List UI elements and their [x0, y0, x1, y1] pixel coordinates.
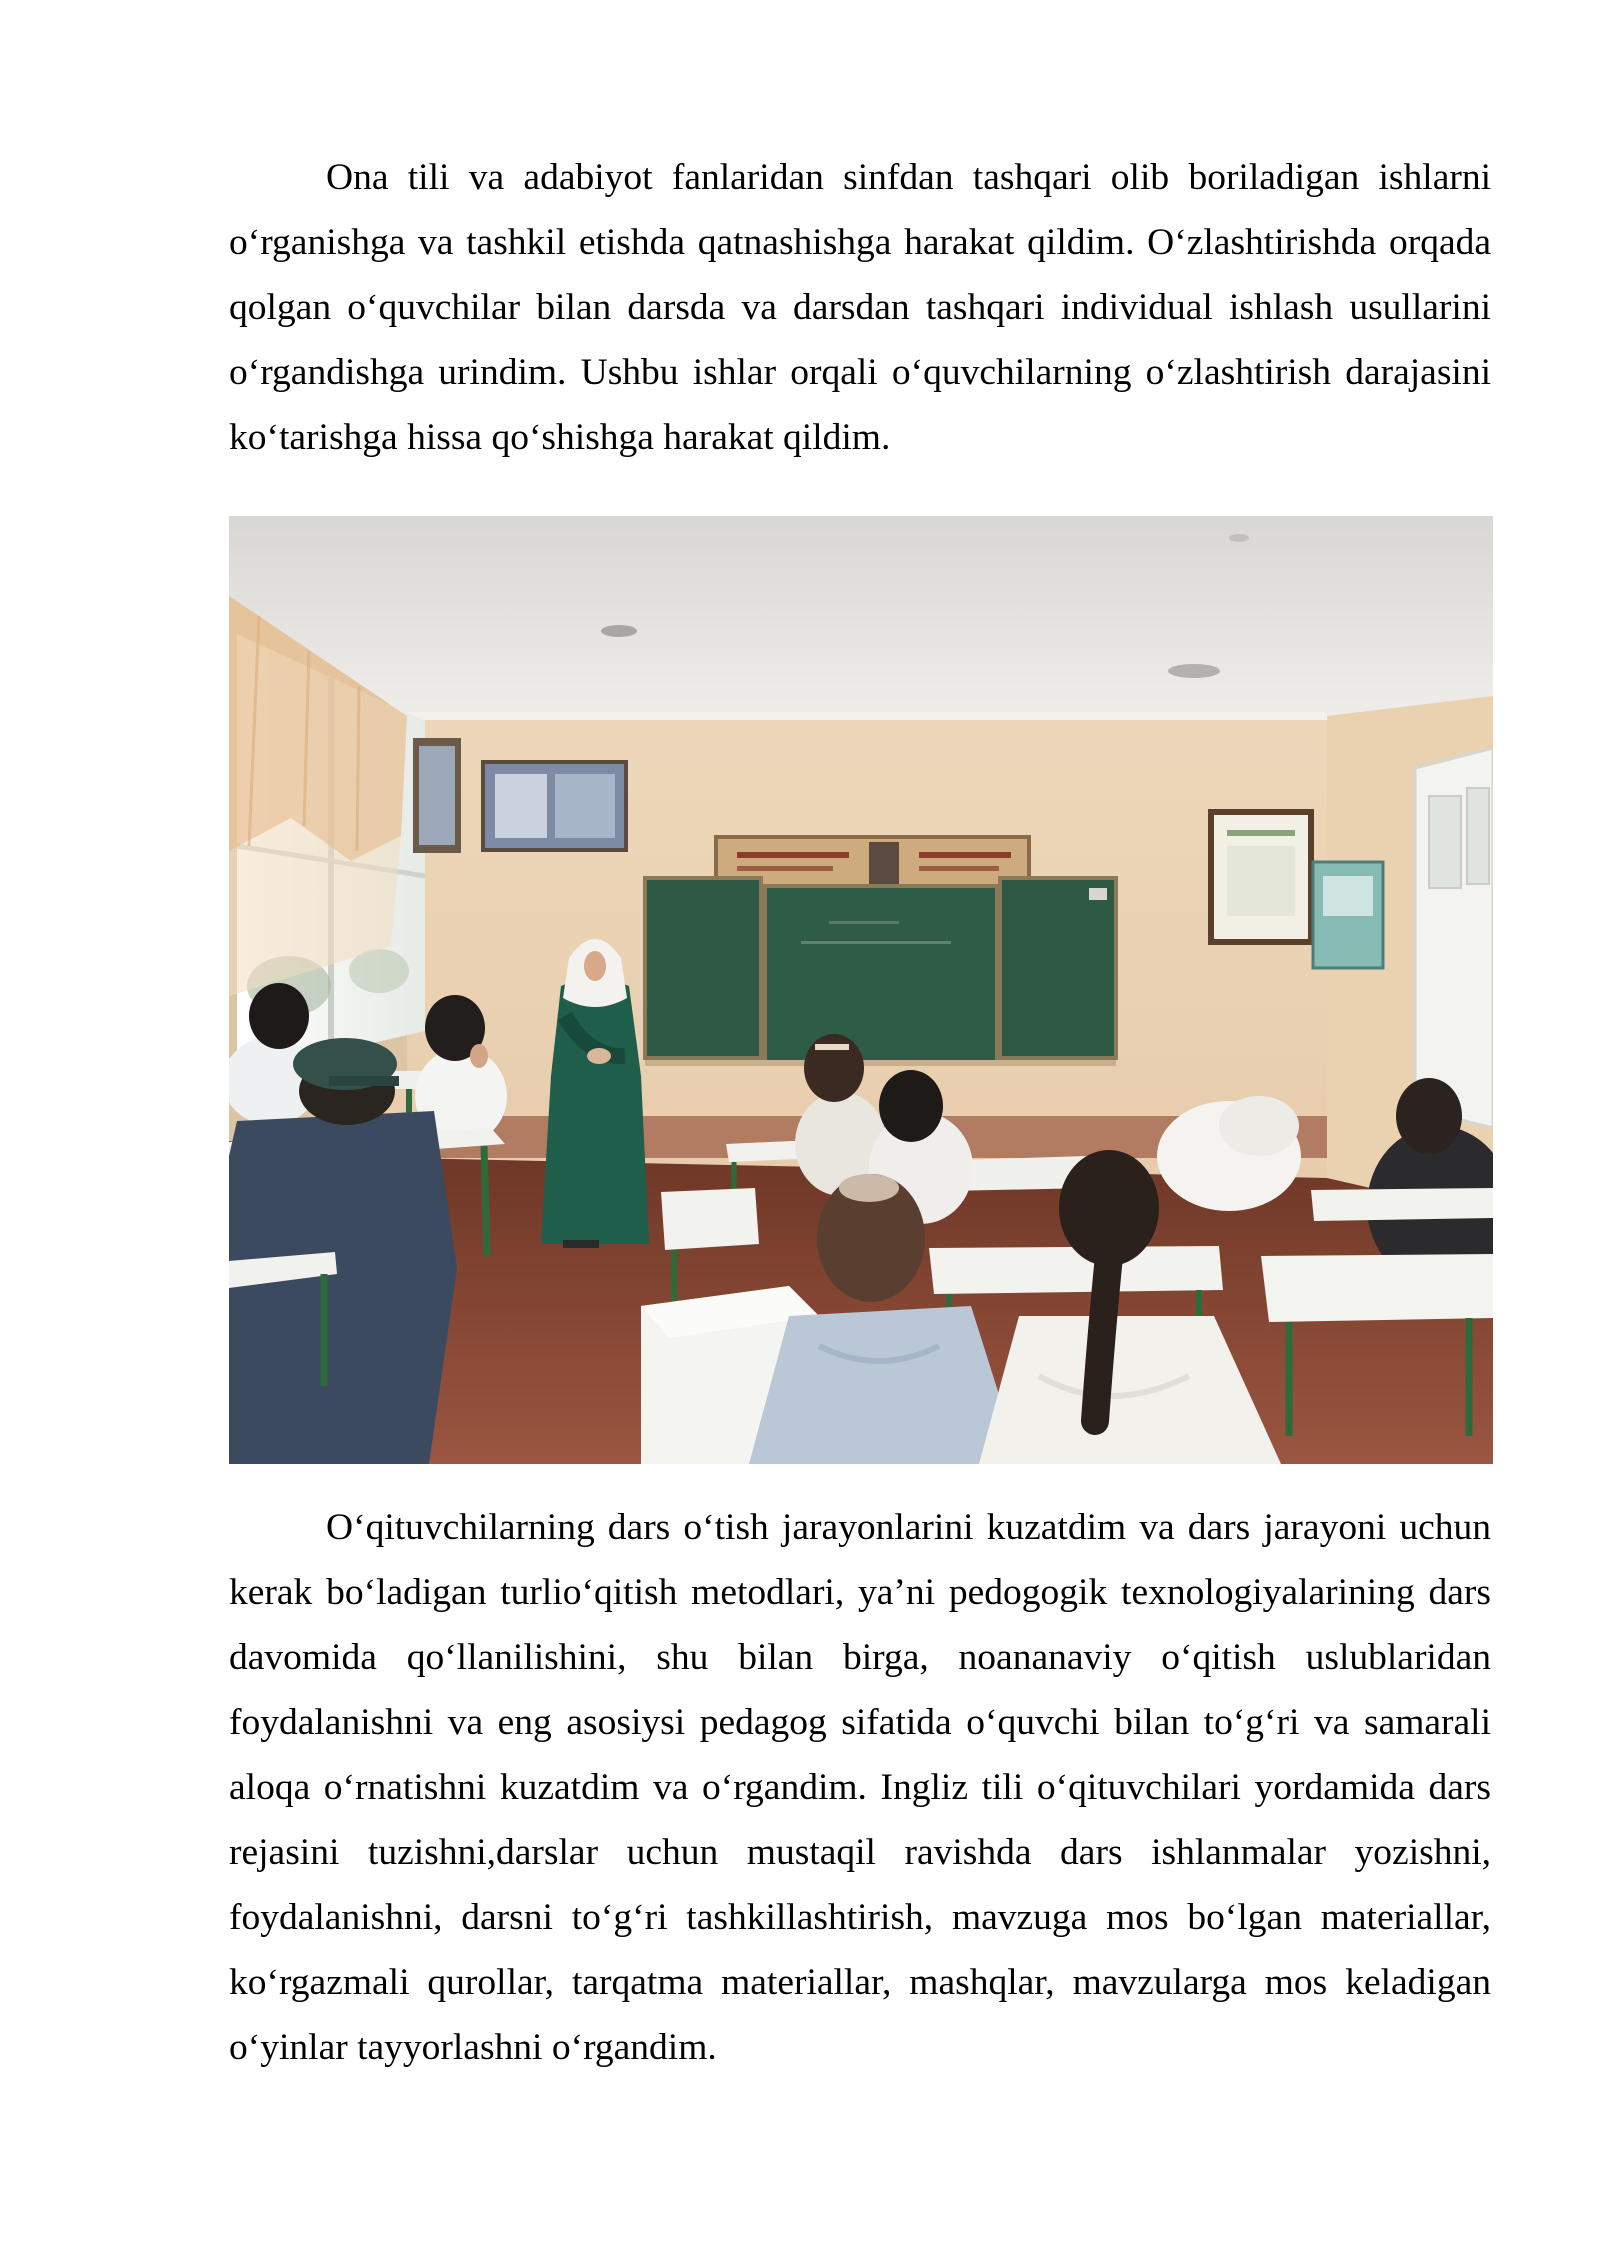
paragraph-line: rejasini tuzishni,darslar uchun mustaqil ravishda dars ishlanmalar yozishni, [229, 1832, 1491, 1873]
framed-picture [413, 738, 461, 853]
chalk-tray [645, 1060, 1116, 1066]
classroom-photo [229, 516, 1493, 1464]
paragraph-line: o‘rgandishga urindim. Ushbu ishlar orqali o‘quvchilarning o‘zlashtirish darajasini [229, 352, 1491, 393]
classroom-photo-drawing [229, 516, 1493, 1464]
paragraph-line: o‘yinlar tayyorlashni o‘rgandim. [229, 2027, 717, 2068]
paragraph-line: foydalanishni va eng asosiysi pedagog sifatida o‘quvchi bilan to‘g‘ri va samarali [229, 1702, 1491, 1743]
paragraph-line: o‘rganishga va tashkil etishda qatnashishga harakat qildim. O‘zlashtirishda orqada [229, 222, 1491, 263]
chalkboard-left [645, 878, 761, 1058]
paragraph-1 [229, 145, 1491, 470]
paragraph-line: ko‘tarishga hissa qo‘shishga harakat qildim. [229, 417, 891, 458]
paragraph-line: qolgan o‘quvchilar bilan darsda va darsdan tashqari individual ishlash usullarini [229, 287, 1491, 328]
paragraph-line: O‘qituvchilarning dars o‘tish jarayonlarini kuzatdim va dars jarayoni uchun [326, 1507, 1491, 1548]
paragraph-line: Ona tili va adabiyot fanlaridan sinfdan tashqari olib boriladigan ishlarni [326, 157, 1491, 198]
paragraph-line: ko‘rgazmali qurollar, tarqatma materiallar, mashqlar, mavzularga mos keladigan [229, 1962, 1491, 2003]
chalkboard-center [765, 886, 997, 1064]
paragraph-line: foydalanishni, darsni to‘g‘ri tashkillashtirish, mavzuga mos bo‘lgan materiallar, [229, 1897, 1491, 1938]
framed-picture-right [1211, 812, 1311, 942]
paragraph-line: aloqa o‘rnatishni kuzatdim va o‘rgandim. Ingliz tili o‘qituvchilari yordamida dars [229, 1767, 1491, 1808]
ceiling [229, 516, 1493, 716]
paragraph-line: davomida qo‘llanilishini, shu bilan birga, noananaviy o‘qitish uslublaridan [229, 1637, 1491, 1678]
chalkboard-right [1000, 878, 1116, 1058]
wall-poster-right [1313, 862, 1383, 968]
door [1415, 748, 1493, 1128]
paragraph-2 [229, 1495, 1491, 2080]
paragraph-line: kerak bo‘ladigan turlio‘qitish metodlari, ya’ni pedogogik texnologiyalarining dars [229, 1572, 1491, 1613]
wall-poster [483, 762, 626, 850]
